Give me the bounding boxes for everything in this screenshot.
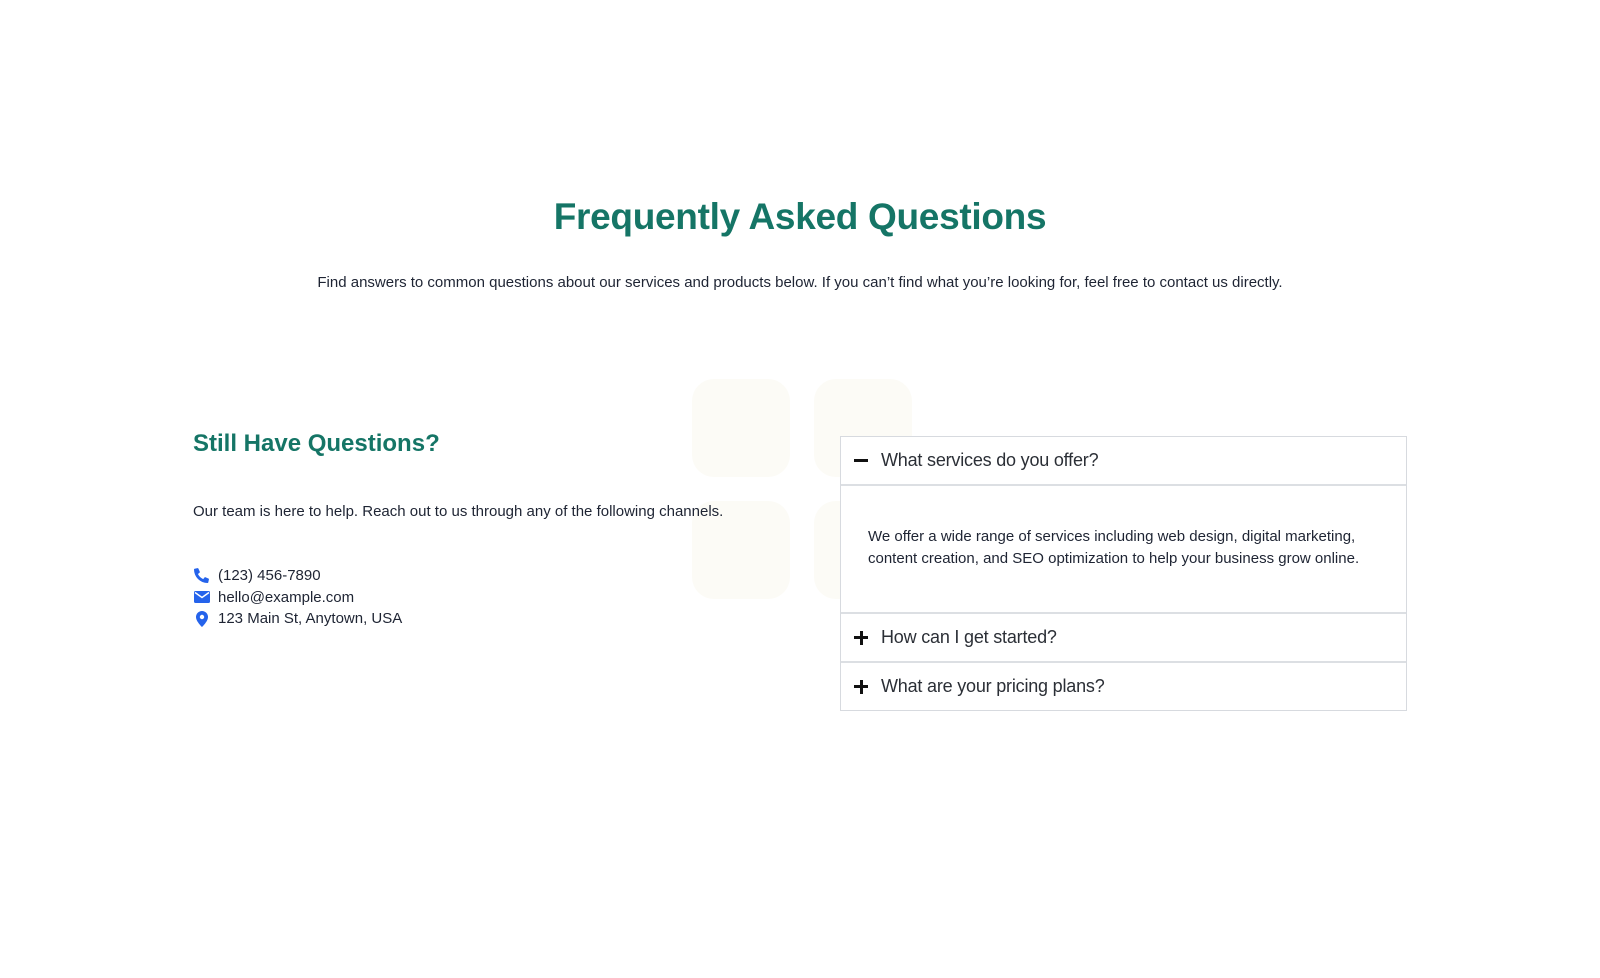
faq-item <box>841 661 1406 710</box>
contact-title: Still Have Questions? <box>193 430 440 457</box>
faq-question: How can I get started? <box>881 627 1057 647</box>
page-subtitle: Find answers to common questions about our services and products below. If you can’t find what you’re looking for, feel free to contact us directly. <box>317 274 1283 291</box>
phone-icon <box>193 568 210 583</box>
plus-icon <box>853 630 869 646</box>
contact-address[interactable] <box>193 608 402 630</box>
faq-toggle[interactable] <box>841 437 1406 484</box>
contact-phone-label: (123) 456-7890 <box>218 567 321 585</box>
plus-icon <box>853 679 869 695</box>
contact-address-label: 123 Main St, Anytown, USA <box>218 610 403 628</box>
contact-section <box>193 430 753 628</box>
contact-email-label: hello@example.com <box>218 588 355 606</box>
faq-accordion <box>840 436 1407 711</box>
faq-question: What are your pricing plans? <box>881 676 1105 696</box>
envelope-icon <box>193 590 210 605</box>
faq-question: What services do you offer? <box>881 450 1099 470</box>
map-marker-icon <box>193 611 210 626</box>
contact-list <box>193 565 402 630</box>
contact-email[interactable] <box>193 587 402 609</box>
decorative-square <box>692 379 790 477</box>
faq-toggle[interactable] <box>841 614 1406 661</box>
faq-toggle[interactable] <box>841 663 1406 710</box>
faq-item <box>841 612 1406 661</box>
contact-phone[interactable] <box>193 565 402 587</box>
page-title: Frequently Asked Questions <box>553 196 1047 237</box>
faq-answer: We offer a wide range of services including web design, digital marketing, content creation, and SEO optimization to help your business grow online. <box>841 484 1406 612</box>
minus-icon <box>853 453 869 469</box>
faq-item <box>841 437 1406 612</box>
contact-description: Our team is here to help. Reach out to us through any of the following channels. <box>193 503 724 520</box>
